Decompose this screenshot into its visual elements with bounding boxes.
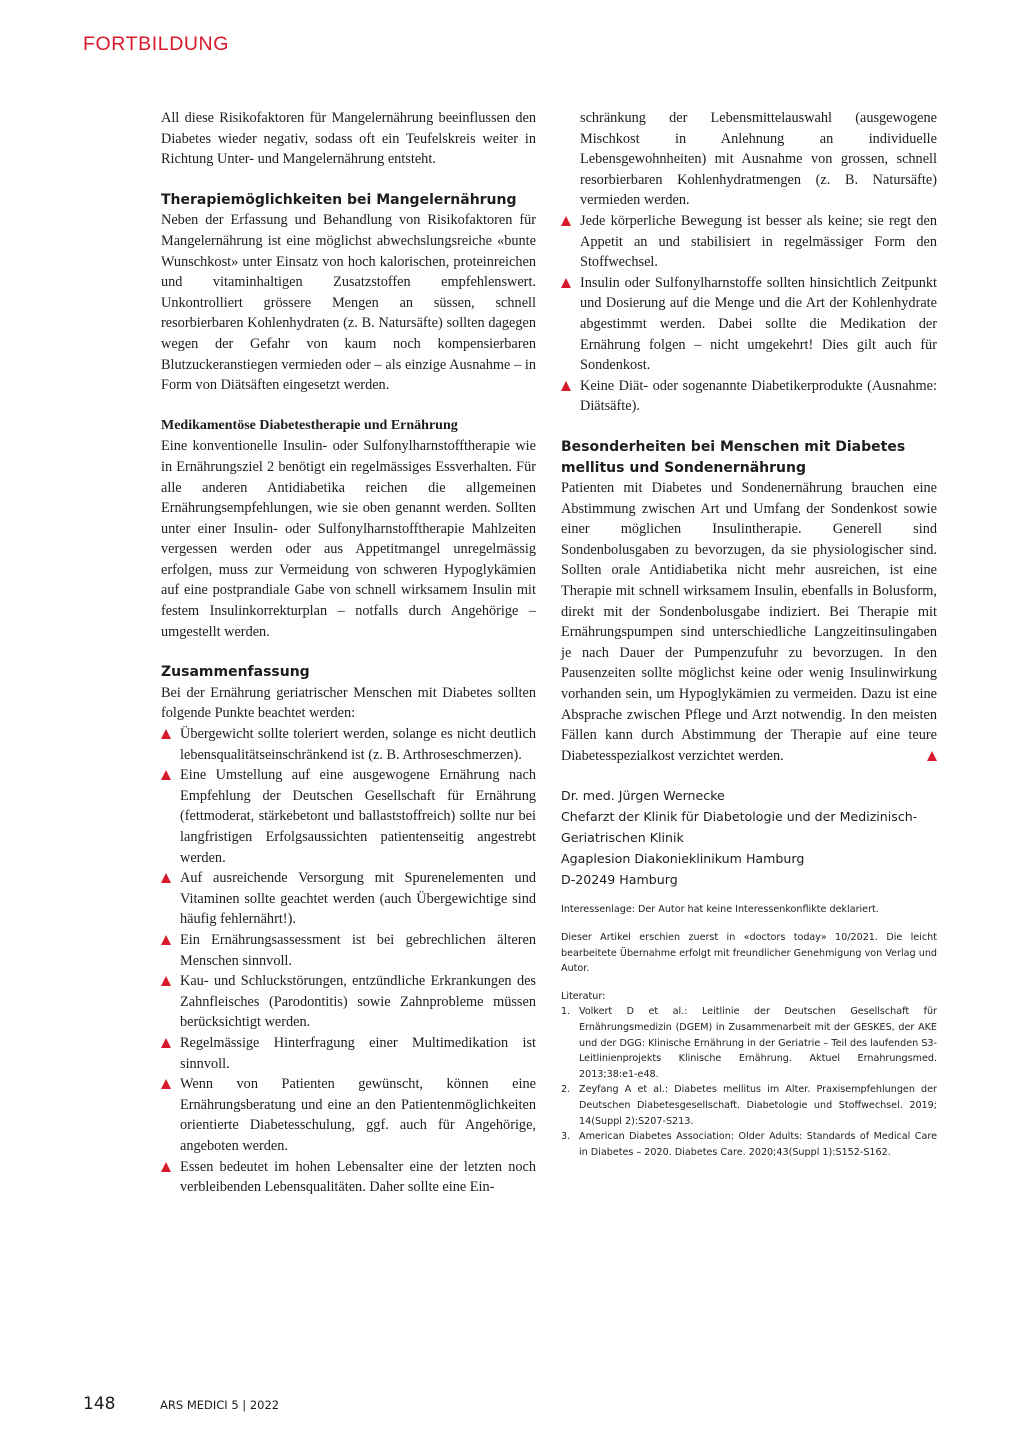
literature-text: Zeyfang A et al.: Diabetes mellitus im Alter. Praxisempfehlungen der Deutschen Diabetesgesellschaft. Diabetologie und Stoffwechsel. 2019; 14(Suppl 2):S207-S213. (579, 1084, 937, 1127)
heading-summary: Zusammenfassung (161, 664, 310, 681)
author-role: Chefarzt der Klinik für Diabetologie und der Medizinisch-Geriatrischen Klinik (561, 809, 918, 845)
literature-number: 2. (561, 1084, 571, 1096)
heading-medication: Medikamentöse Diabetestherapie und Ernährung (161, 417, 458, 433)
heading-tube-feeding: Besonderheiten bei Menschen mit Diabetes mellitus und Sondenernährung (561, 438, 906, 476)
literature-label: Literatur: (561, 990, 606, 1002)
list-item (561, 273, 937, 376)
continued-paragraph: schränkung der Lebensmittelauswahl (ausgewogene Mischkost in Anlehnung an individuelle Lebensgewohnheiten) mit Ausnahme von grossen, schnell resorbierbaren Kohlenhydratmengen (z. B. Natursäfte) vermieden werden. (580, 110, 937, 209)
triangle-bullet-icon (161, 770, 171, 780)
list-item-text: Eine Umstellung auf eine ausgewogene Ernährung nach Empfehlung der Deutschen Gesellschaft für Ernährung (fettmoderat, stärkebetont und ballaststoffreich) sollte nur bei langfristigen Erfolgsaussichten patientenseitig angestrebt werden. (180, 767, 536, 866)
author-organization: Agaplesion Diakonieklinikum Hamburg (561, 850, 805, 866)
right-column (561, 108, 937, 1160)
tube-feeding-text: Patienten mit Diabetes und Sondenernährung brauchen eine Abstimmung zwischen Art und Umfang der Sondenkost sowie einer möglichen Insulintherapie. Generell sind Sondenbolusgaben zu bevorzugen, da sie physiologischer sind. Sollten orale Antidiabetika nicht mehr ausreichen, ist eine Therapie mit schnell wirksamem Insulin, ebenfalls in Bolusform, direkt mit der Sondenbolusgabe indiziert. Bei Therapie mit Ernährungspumpen sind unterschiedliche Langzeitinsulingaben je nach Dauer der Pumpenzufuhr zu bevorzugen. In den Pausenzeiten sollte möglichst keine oder wenig Insulinwirkung vorhanden sein, um Hypoglykämien zu vermeiden. Dazu ist eine Absprache zwischen Pflege und Arzt notwendig. In den meisten Fällen kann durch Abstimmung der Therapie auf eine teure Diabetesspezialkost verzichtet werden. (561, 480, 937, 764)
intro-paragraph: All diese Risikofaktoren für Mangelernährung beeinflussen den Diabetes wieder negativ, sodass oft ein Teufelskreis weiter in Richtung Unter- und Mangelernährung entsteht. (161, 110, 536, 168)
author-block (561, 786, 937, 890)
author-name: Dr. med. Jürgen Wernecke (561, 788, 725, 804)
literature-list (561, 1004, 937, 1160)
triangle-bullet-icon (561, 381, 571, 391)
list-item (161, 765, 536, 868)
list-item-text: Auf ausreichende Versorgung mit Spurenelementen und Vitaminen sollte geachtet werden (auch Übergewichtige sind häufig fehlernährt!). (180, 870, 536, 928)
tube-feeding-paragraph (561, 478, 937, 766)
list-item-text: Insulin oder Sulfonylharnstoffe sollten hinsichtlich Zeitpunkt und Dosierung auf die Menge und die Art der Kohlenhydrate abgestimmt werden. Dabei sollte die Medikation der Ernährung folgen – nicht umgekehrt! Dies gilt auch für Sondenkost. (580, 274, 937, 374)
summary-bullet-list-continued (561, 211, 937, 417)
triangle-bullet-icon (161, 1079, 171, 1089)
triangle-bullet-icon (161, 729, 171, 739)
list-item (161, 971, 536, 1033)
reprint-note: Dieser Artikel erschien zuerst in «doctors today» 10/2021. Die leicht bearbeitete Übernahme erfolgt mit freundlicher Genehmigung von Verlag und Autor. (561, 931, 937, 975)
triangle-bullet-icon (161, 1162, 171, 1172)
list-item (161, 930, 536, 971)
list-item-text: Keine Diät- oder sogenannte Diabetikerprodukte (Ausnahme: Diätsäfte). (580, 377, 937, 415)
journal-reference: ARS MEDICI 5 | 2022 (160, 1398, 280, 1412)
page-number: 148 (83, 1394, 116, 1414)
list-item (161, 1033, 536, 1074)
list-item (561, 211, 937, 273)
list-item-text: Regelmässige Hinterfragung einer Multimedikation ist sinnvoll. (180, 1034, 536, 1072)
list-item-text: Ein Ernährungsassessment ist bei gebrechlichen älteren Menschen sinnvoll. (180, 931, 536, 969)
therapy-options-paragraph: Neben der Erfassung und Behandlung von Risikofaktoren für Mangelernährung ist eine möglichst abwechslungsreiche «bunte Wunschkost» unter Einsatz von hoch kalorischen, proteinreichen und vitaminhaltigen Zusatzstoffen empfehlenswert. Unkontrolliert grössere Mengen an süssen, schnell resorbierbaren Kohlenhydraten (z. B. Natursäfte) sollten dagegen wegen der Gefahr von kaum noch kompensierbaren Blutzuckeranstiegen vermieden oder – als einzige Ausnahme – in Form von Diätsäften eingesetzt werden. (161, 212, 536, 394)
literature-text: Volkert D et al.: Leitlinie der Deutschen Gesellschaft für Ernährungsmedizin (DGEM) in Zusammenarbeit mit der GESKES, der AKE und der DGG: Klinische Ernährung in der Geriatrie – Teil des laufenden S3-Leitlinienprojekts Klinische Ernährung. Aktuel Ernahrungsmed. 2013;38:e1-e48. (579, 1006, 937, 1080)
triangle-bullet-icon (561, 278, 571, 288)
literature-item (561, 1129, 937, 1160)
summary-intro: Bei der Ernährung geriatrischer Menschen mit Diabetes sollten folgende Punkte beachtet werden: (161, 684, 536, 722)
end-mark-triangle-icon (927, 751, 937, 761)
literature-number: 3. (561, 1131, 571, 1143)
conflict-of-interest: Interessenlage: Der Autor hat keine Interessenkonflikte deklariert. (561, 904, 879, 916)
section-header: FORTBILDUNG (83, 33, 230, 55)
list-item (161, 1074, 536, 1156)
left-column (161, 108, 536, 1198)
literature-item (561, 1004, 937, 1082)
summary-bullet-list (161, 724, 536, 1198)
literature-item (561, 1082, 937, 1129)
literature-number: 1. (561, 1006, 571, 1018)
triangle-bullet-icon (161, 935, 171, 945)
list-item-text: Jede körperliche Bewegung ist besser als keine; sie regt den Appetit an und stabilisiert in regelmässiger Form den Stoffwechsel. (580, 212, 937, 271)
list-item (161, 1157, 536, 1198)
triangle-bullet-icon (161, 873, 171, 883)
literature-text: American Diabetes Association: Older Adults: Standards of Medical Care in Diabetes – 2020. Diabetes Care. 2020;43(Suppl 1):S152-S162. (579, 1131, 937, 1158)
list-item (161, 724, 536, 765)
list-item-text: Essen bedeutet im hohen Lebensalter eine der letzten noch verbleibenden Lebensqualitäten. Daher sollte eine Ein- (180, 1158, 536, 1196)
author-city: D-20249 Hamburg (561, 871, 678, 887)
heading-therapy-options: Therapiemöglichkeiten bei Mangelernährung (161, 191, 517, 208)
list-item (561, 376, 937, 417)
medication-paragraph: Eine konventionelle Insulin- oder Sulfonylharnstofftherapie wie in Ernährungsziel 2 benötigt ein regelmässiges Essverhalten. Für alle anderen Antidiabetika reichen die allgemeinen Ernährungsempfehlungen, wie sie oben genannt werden. Sollten unter einer Insulin- oder Sulfonylharnstofftherapie Mahlzeiten vergessen werden oder aus Appetitmangel unregelmässig erfolgen, muss zur Vermeidung von schweren Hypoglykämien auf eine postprandiale Gabe von schnell wirksamem Insulin mit festem Insulinkorrekturplan – notfalls durch Angehörige – umgestellt werden. (161, 438, 536, 640)
triangle-bullet-icon (561, 216, 571, 226)
triangle-bullet-icon (161, 1038, 171, 1048)
list-item-text: Kau- und Schluckstörungen, entzündliche Erkrankungen des Zahnfleisches (Parodontitis) sowie Zahnprobleme müssen berücksichtigt werden. (180, 973, 536, 1031)
triangle-bullet-icon (161, 976, 171, 986)
list-item-text: Übergewicht sollte toleriert werden, solange es nicht deutlich lebensqualitätseinschränkend ist (z. B. Arthroseschmerzen). (180, 726, 536, 763)
list-item (161, 868, 536, 930)
list-item-text: Wenn von Patienten gewünscht, können eine Ernährungsberatung und eine an den Patientenmöglichkeiten orientierte Diabetesschulung, ggf. auch für Angehörige, angeboten werden. (180, 1076, 536, 1154)
